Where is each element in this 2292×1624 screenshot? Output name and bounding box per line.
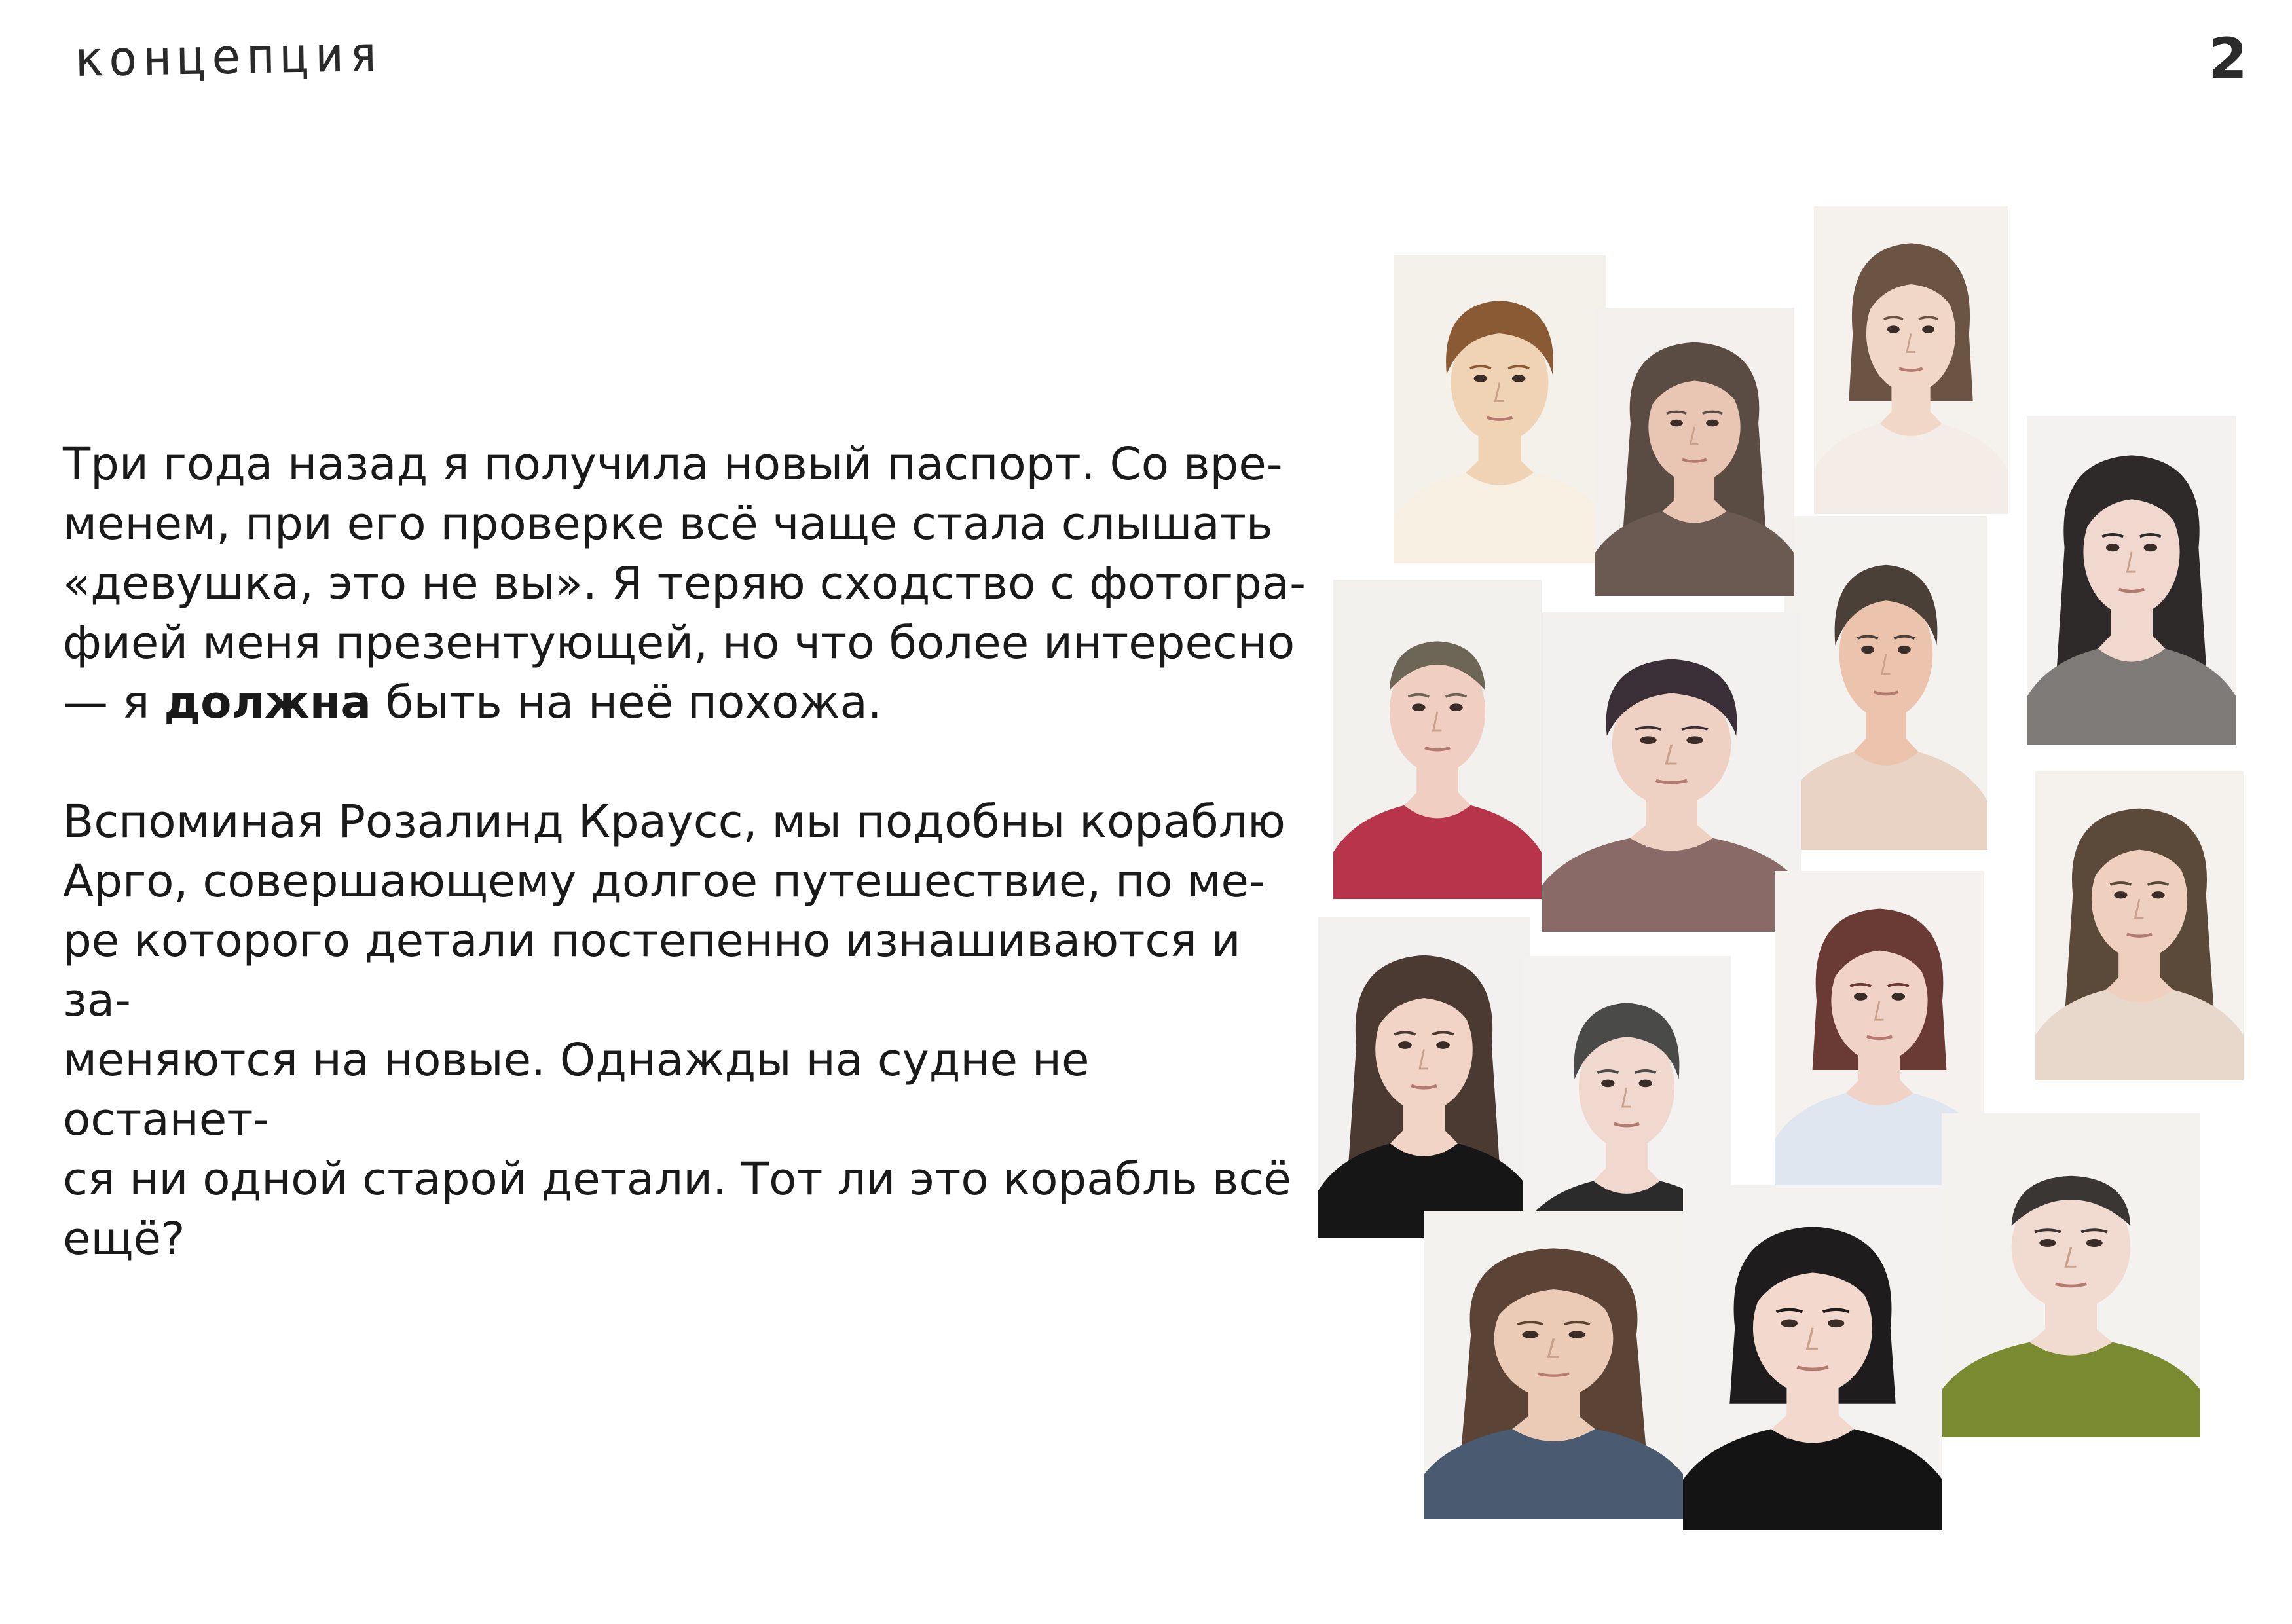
passport-photo (1595, 308, 1794, 596)
passport-photo (1683, 1185, 1942, 1530)
body-text (63, 435, 1307, 1329)
passport-photo (1814, 206, 2008, 514)
portrait-illustration (1394, 255, 1606, 563)
section-title: концепция (73, 26, 384, 88)
page-number: 2 (2208, 26, 2247, 92)
portrait-illustration (1333, 580, 1542, 899)
portrait-illustration (2035, 771, 2244, 1080)
passport-photo (2035, 771, 2244, 1080)
passport-photo (1942, 1113, 2200, 1437)
portrait-illustration (1784, 516, 1987, 850)
passport-photo (1542, 612, 1801, 932)
passport-photo (1775, 871, 1984, 1185)
passport-photo (1318, 917, 1530, 1238)
paragraph-1-bold: должна (164, 676, 371, 729)
passport-photo (1394, 255, 1606, 563)
passport-photo (1333, 580, 1542, 899)
portrait-illustration (1942, 1113, 2200, 1437)
passport-photo (1784, 516, 1987, 850)
portrait-illustration (1523, 956, 1731, 1274)
paragraph-1-part-1: Три года назад я получила новый паспорт. Со вре- менем, при его проверке всё чаще стала слышать «девушка, это не вы». Я теряю сходство с фотогра- фией меня презентующей, но что более интересно — я (63, 438, 1306, 729)
paragraph-1-part-2: быть на неё похожа. (371, 676, 882, 729)
passport-photo (2027, 416, 2236, 745)
passport-photo (1523, 956, 1731, 1274)
portrait-illustration (1318, 917, 1530, 1238)
portrait-illustration (1424, 1211, 1683, 1519)
portrait-illustration (1542, 612, 1801, 932)
portrait-illustration (1595, 308, 1794, 596)
portrait-illustration (1814, 206, 2008, 514)
portrait-illustration (1775, 871, 1984, 1185)
portrait-illustration (2027, 416, 2236, 745)
portrait-illustration (1683, 1185, 1942, 1530)
passport-photo (1424, 1211, 1683, 1519)
paragraph-2: Вспоминая Розалинд Краусс, мы подобны кораблю Арго, совершающему долгое путешествие, по ме- ре которого детали постепенно изнашиваются и за- меняются на новые. Однажды на судне не останет- ся ни одной старой детали. Тот ли это корабль всё ещё? (63, 796, 1291, 1265)
paragraph-1 (63, 435, 1307, 733)
